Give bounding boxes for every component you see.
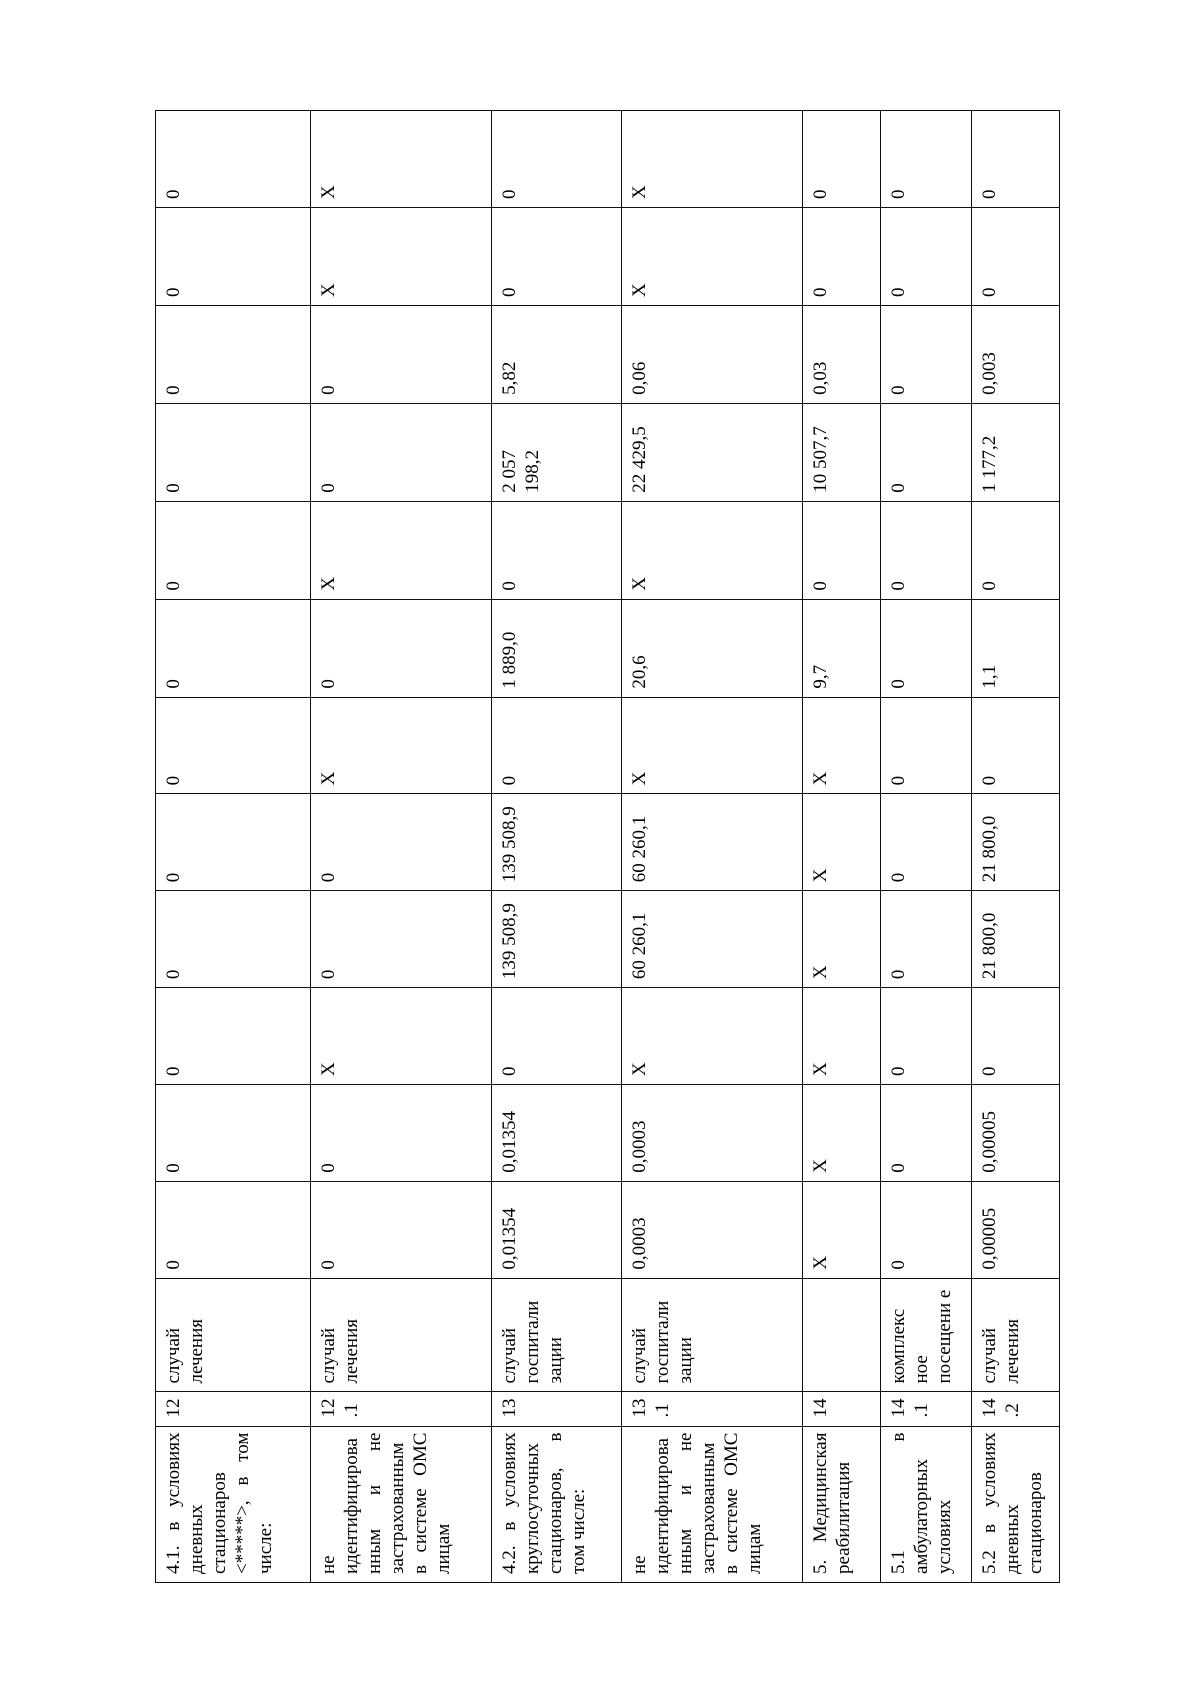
value-cell: 0 bbox=[880, 599, 971, 697]
value-cell: 21 800,0 bbox=[971, 794, 1059, 891]
unit-cell: случай госпитали зации bbox=[621, 1278, 802, 1392]
value-cell: 0 bbox=[156, 208, 311, 306]
table-row bbox=[311, 111, 492, 1583]
value-cell: 0 bbox=[802, 501, 880, 599]
value-cell: 0,03 bbox=[802, 305, 880, 403]
value-cell: 60 260,1 bbox=[621, 891, 802, 988]
value-cell: 0 bbox=[156, 599, 311, 697]
value-cell: 0 bbox=[880, 208, 971, 306]
value-cell: 2 057 198,2 bbox=[492, 403, 621, 501]
value-cell: 0,00005 bbox=[971, 1181, 1059, 1278]
value-cell: X bbox=[621, 208, 802, 306]
value-cell: 0 bbox=[492, 208, 621, 306]
row-label-cell: 5.2 в условиях дневных стационаров bbox=[971, 1426, 1059, 1582]
value-cell: 139 508,9 bbox=[492, 794, 621, 891]
value-cell: 0 bbox=[802, 208, 880, 306]
value-cell: X bbox=[311, 988, 492, 1085]
value-cell: 0 bbox=[880, 501, 971, 599]
value-cell: 0 bbox=[880, 1181, 971, 1278]
value-cell: X bbox=[311, 697, 492, 794]
table-row bbox=[492, 111, 621, 1583]
row-label-cell: 4.1. в условиях дневных стационаров <*****>, в том числе: bbox=[156, 1426, 311, 1582]
value-cell: 0 bbox=[311, 891, 492, 988]
unit-cell bbox=[802, 1278, 880, 1392]
value-cell: 0 bbox=[492, 988, 621, 1085]
table-row bbox=[802, 111, 880, 1583]
value-cell: 0 bbox=[156, 111, 311, 208]
table-row bbox=[971, 111, 1059, 1583]
value-cell: 0,003 bbox=[971, 305, 1059, 403]
value-cell: X bbox=[621, 697, 802, 794]
value-cell: 0 bbox=[156, 305, 311, 403]
value-cell: 0 bbox=[802, 111, 880, 208]
unit-cell: случай лечения bbox=[156, 1278, 311, 1392]
value-cell: 0 bbox=[971, 208, 1059, 306]
value-cell: X bbox=[802, 1084, 880, 1181]
unit-cell: комплекс ное посещени е bbox=[880, 1278, 971, 1392]
unit-cell: случай лечения bbox=[971, 1278, 1059, 1392]
value-cell: 0 bbox=[492, 501, 621, 599]
value-cell: 9,7 bbox=[802, 599, 880, 697]
table-row bbox=[156, 111, 311, 1583]
value-cell: 10 507,7 bbox=[802, 403, 880, 501]
value-cell: 0 bbox=[156, 501, 311, 599]
row-number-cell: 12 bbox=[156, 1392, 311, 1426]
value-cell: 139 508,9 bbox=[492, 891, 621, 988]
value-cell: 0 bbox=[311, 599, 492, 697]
value-cell: 0 bbox=[880, 305, 971, 403]
value-cell: X bbox=[621, 111, 802, 208]
value-cell: 0 bbox=[311, 794, 492, 891]
row-number-cell: 14.1 bbox=[880, 1392, 971, 1426]
value-cell: 0 bbox=[971, 111, 1059, 208]
value-cell: 0,06 bbox=[621, 305, 802, 403]
value-cell: 0,0003 bbox=[621, 1181, 802, 1278]
value-cell: X bbox=[311, 208, 492, 306]
value-cell: 0 bbox=[156, 1084, 311, 1181]
value-cell: 5,82 bbox=[492, 305, 621, 403]
row-number-cell: 14 bbox=[802, 1392, 880, 1426]
row-number-cell: 13.1 bbox=[621, 1392, 802, 1426]
rotated-page bbox=[155, 110, 1060, 1583]
value-cell: 20,6 bbox=[621, 599, 802, 697]
value-cell: 0,01354 bbox=[492, 1181, 621, 1278]
value-cell: X bbox=[311, 501, 492, 599]
value-cell: 0 bbox=[492, 697, 621, 794]
value-cell: 0 bbox=[880, 891, 971, 988]
unit-cell: случай лечения bbox=[311, 1278, 492, 1392]
value-cell: 0,01354 bbox=[492, 1084, 621, 1181]
value-cell: 0 bbox=[492, 111, 621, 208]
row-number-cell: 12.1 bbox=[311, 1392, 492, 1426]
value-cell: 1,1 bbox=[971, 599, 1059, 697]
value-cell: X bbox=[802, 794, 880, 891]
data-table bbox=[155, 110, 1060, 1583]
value-cell: 0 bbox=[971, 988, 1059, 1085]
value-cell: X bbox=[621, 501, 802, 599]
table-row bbox=[621, 111, 802, 1583]
value-cell: 0 bbox=[880, 1084, 971, 1181]
row-number-cell: 13 bbox=[492, 1392, 621, 1426]
value-cell: X bbox=[621, 988, 802, 1085]
value-cell: 0 bbox=[971, 501, 1059, 599]
row-label-cell: 5.1 в амбулаторных условиях bbox=[880, 1426, 971, 1582]
value-cell: 0 bbox=[880, 697, 971, 794]
row-label-cell: 5. Медицинская реабилитация bbox=[802, 1426, 880, 1582]
value-cell: X bbox=[311, 111, 492, 208]
value-cell: X bbox=[802, 1181, 880, 1278]
row-label-cell: не идентифицирова нным и не застрахованным в системе ОМС лицам bbox=[621, 1426, 802, 1582]
value-cell: 0 bbox=[880, 111, 971, 208]
value-cell: 21 800,0 bbox=[971, 891, 1059, 988]
value-cell: 0 bbox=[880, 794, 971, 891]
value-cell: 0 bbox=[971, 697, 1059, 794]
value-cell: 0 bbox=[311, 1181, 492, 1278]
row-number-cell: 14.2 bbox=[971, 1392, 1059, 1426]
value-cell: 60 260,1 bbox=[621, 794, 802, 891]
row-label-cell: не идентифицирова нным и не застрахованным в системе ОМС лицам bbox=[311, 1426, 492, 1582]
value-cell: X bbox=[802, 697, 880, 794]
value-cell: 0 bbox=[156, 794, 311, 891]
value-cell: 1 177,2 bbox=[971, 403, 1059, 501]
value-cell: 0,0003 bbox=[621, 1084, 802, 1181]
value-cell: 0 bbox=[156, 697, 311, 794]
value-cell: 0 bbox=[156, 891, 311, 988]
value-cell: 1 889,0 bbox=[492, 599, 621, 697]
value-cell: 0 bbox=[156, 1181, 311, 1278]
value-cell: 0 bbox=[311, 403, 492, 501]
value-cell: X bbox=[802, 988, 880, 1085]
value-cell: 0 bbox=[156, 988, 311, 1085]
value-cell: 0 bbox=[880, 403, 971, 501]
unit-cell: случай госпитали зации bbox=[492, 1278, 621, 1392]
value-cell: 0 bbox=[156, 403, 311, 501]
value-cell: X bbox=[802, 891, 880, 988]
table-row bbox=[880, 111, 971, 1583]
value-cell: 22 429,5 bbox=[621, 403, 802, 501]
value-cell: 0 bbox=[880, 988, 971, 1085]
row-label-cell: 4.2. в условиях круглосуточных стационаров, в том числе: bbox=[492, 1426, 621, 1582]
value-cell: 0 bbox=[311, 1084, 492, 1181]
value-cell: 0,00005 bbox=[971, 1084, 1059, 1181]
value-cell: 0 bbox=[311, 305, 492, 403]
